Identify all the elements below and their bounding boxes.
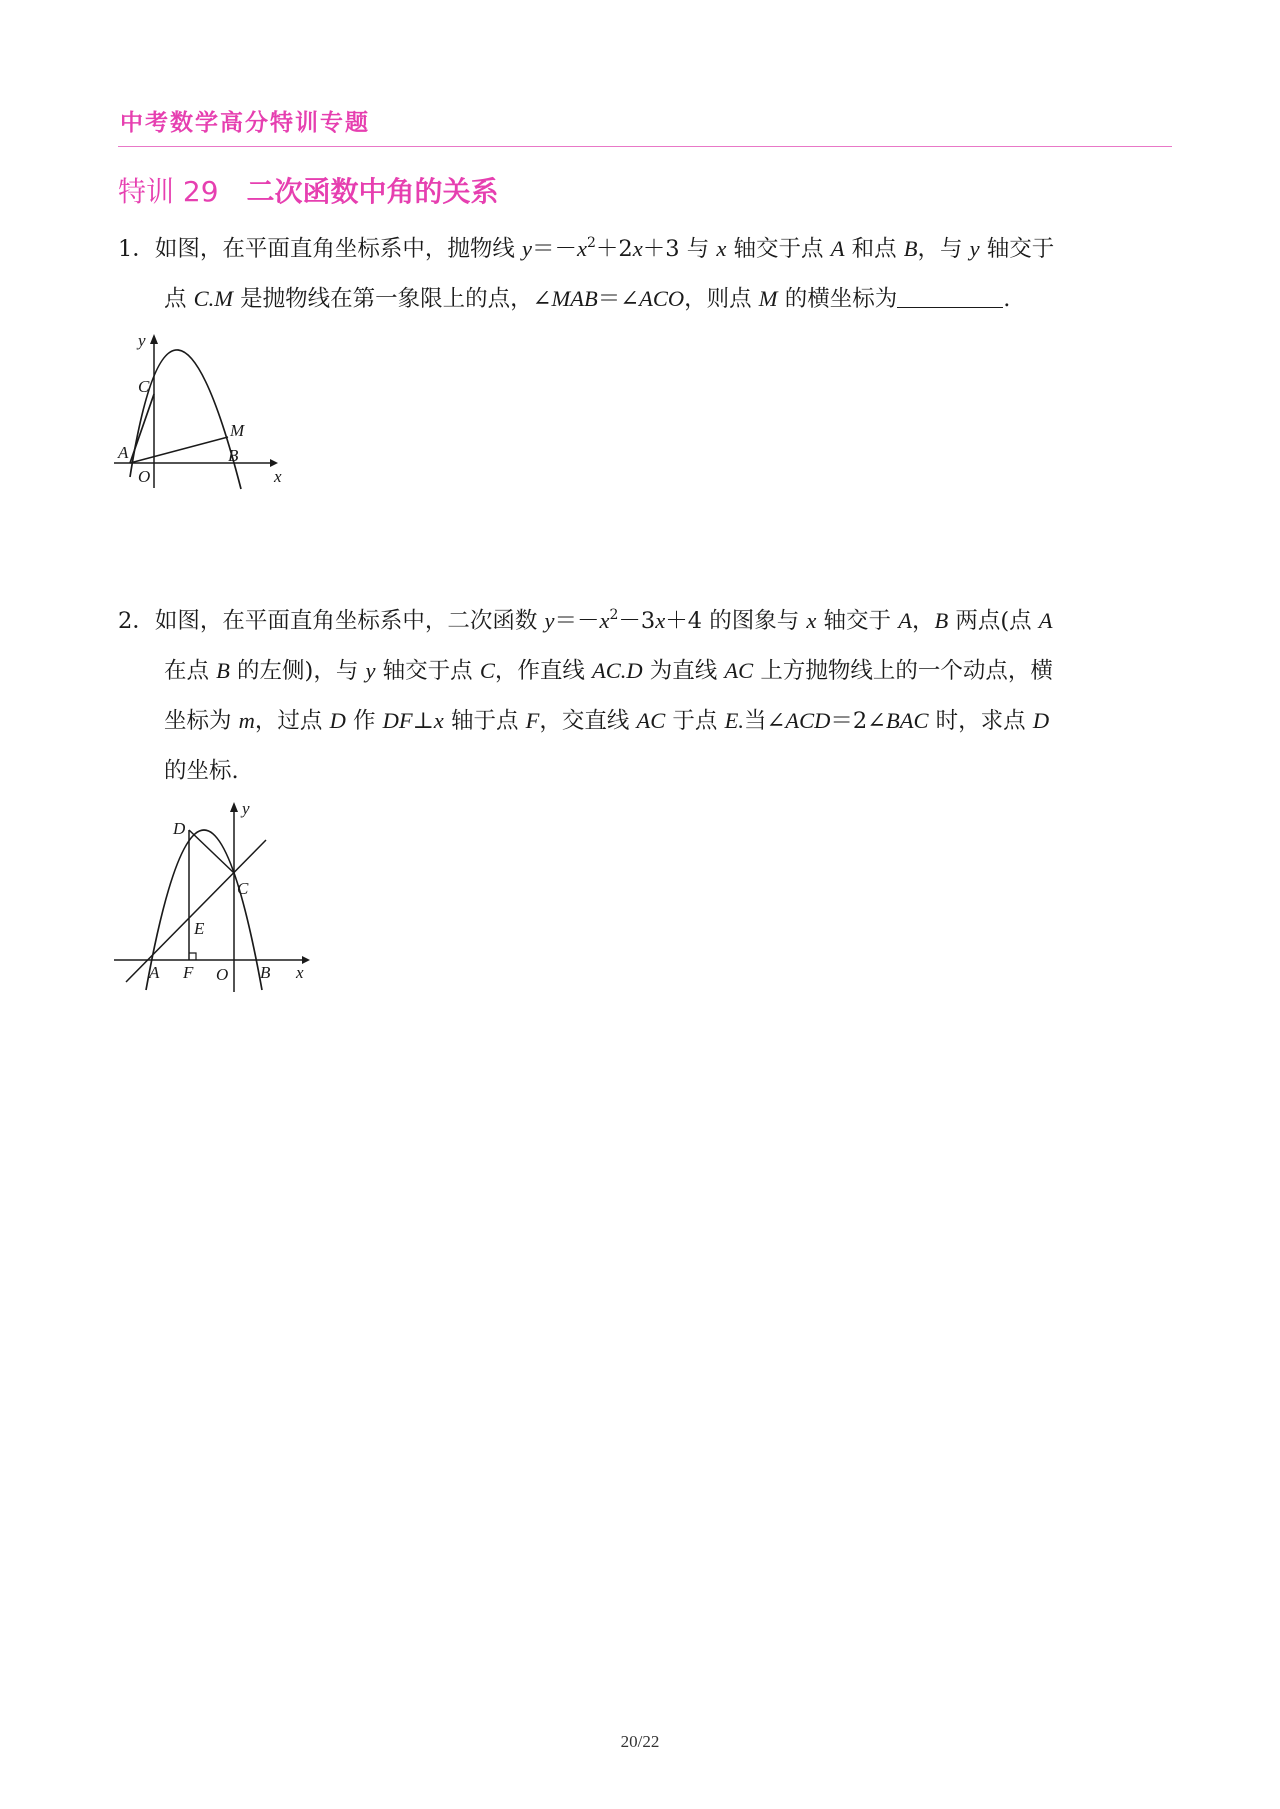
segment-AM	[130, 437, 228, 463]
header-title: 中考数学高分特训专题	[120, 110, 370, 136]
label-B: B	[260, 963, 271, 982]
problem-2-figure	[110, 800, 320, 1000]
answer-blank	[897, 285, 1003, 308]
segment-AC	[130, 394, 154, 463]
problem-1-figure	[110, 332, 290, 492]
right-angle-mark	[189, 953, 196, 960]
label-x: x	[296, 963, 304, 982]
label-M: M	[230, 421, 245, 440]
problem-1-line-2: 点 C.M 是抛物线在第一象限上的点，∠MAB＝∠ACO，则点 M 的横坐标为 .	[164, 286, 1011, 312]
page-number: 20/22	[620, 1732, 660, 1751]
label-F: F	[183, 963, 194, 982]
problem-2-line-4: 的坐标.	[164, 758, 239, 784]
problem-2-line-1: 2．如图，在平面直角坐标系中，二次函数 $y=-x^2-3x+4$ 的图象与 x 轴交于 A，B 两点(点 A	[118, 607, 1053, 634]
problem-2-line-3: 坐标为 m，过点 D 作 DF⊥x 轴于点 F，交直线 AC 于点 E.当∠ACD＝2∠BAC 时，求点 D	[164, 708, 1050, 734]
y-axis-arrow-icon	[150, 334, 158, 344]
label-D: D	[173, 819, 186, 838]
problem-2-line-2: 在点 B 的左侧)，与 y 轴交于点 C，作直线 AC.D 为直线 AC 上方抛物线上的一个动点，横	[164, 658, 1053, 684]
parabola	[146, 830, 262, 990]
section-number: 特训 29	[118, 175, 219, 208]
problem-1	[118, 224, 1174, 324]
label-C: C	[138, 377, 150, 396]
problem-1-line-1: 1．如图，在平面直角坐标系中，抛物线 $y=-x^2+2x+3$ 与 x 轴交于点 A 和点 B，与 y 轴交于	[118, 235, 1055, 262]
segment-DC	[189, 830, 234, 873]
label-x: x	[274, 467, 282, 486]
label-O: O	[138, 467, 151, 486]
label-B: B	[228, 446, 239, 465]
label-A: A	[149, 963, 160, 982]
header-divider	[118, 146, 1172, 147]
label-y: y	[242, 799, 250, 818]
section-heading: 二次函数中角的关系	[246, 175, 499, 208]
label-A: A	[118, 443, 129, 462]
x-axis-arrow-icon	[270, 459, 278, 467]
label-O: O	[216, 965, 229, 984]
y-axis-arrow-icon	[230, 802, 238, 812]
problem-2	[118, 596, 1174, 796]
label-E: E	[194, 919, 205, 938]
label-C: C	[237, 879, 249, 898]
section-title	[118, 170, 499, 210]
label-y: y	[138, 331, 146, 350]
